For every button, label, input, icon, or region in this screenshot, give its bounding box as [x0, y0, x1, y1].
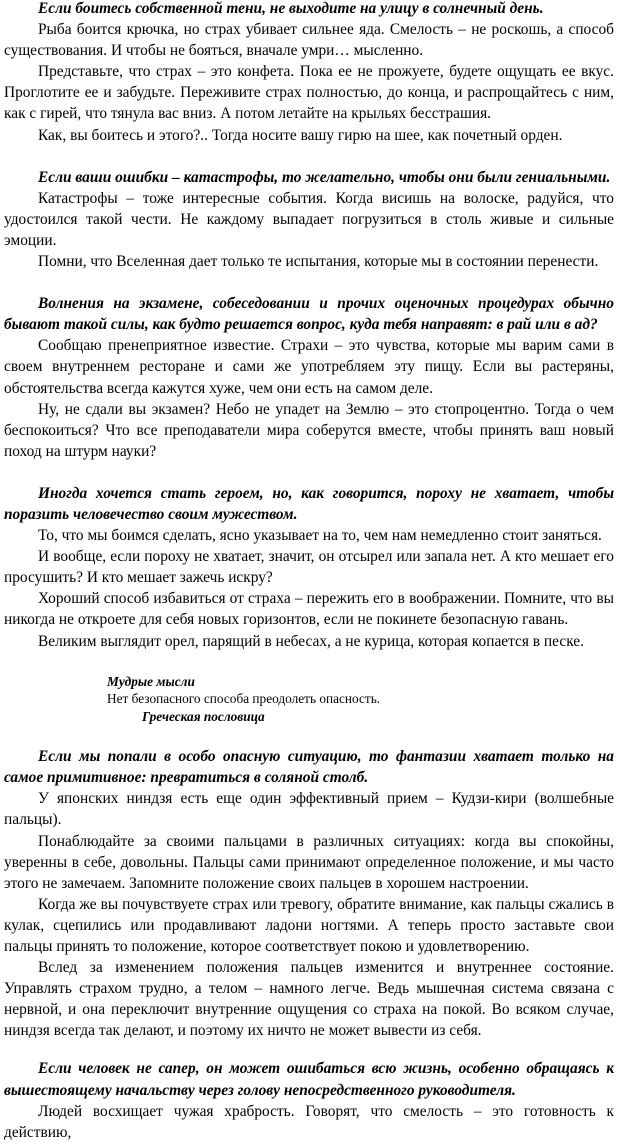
paragraph: Как, вы боитесь и этого?.. Тогда носите вашу гирю на шее, как почетный орден. [38, 126, 563, 144]
paragraph: То, что мы боимся сделать, ясно указывает на то, чем нам немедленно стоит заняться. [38, 527, 602, 545]
paragraph: Великим выглядит орел, парящий в небесах, а не курица, которая копается в песке. [38, 632, 584, 650]
quote-attribution: Греческая пословица [142, 708, 265, 724]
paragraph: У японских ниндзя есть еще один эффективный прием – Кудзи-кири (волшебные пальцы). [4, 790, 614, 829]
paragraph: Хороший способ избавиться от страха – пережить его в воображении. Помните, что вы никогда не откроете для себя новых горизонтов, если не покинете безопасную гавань. [4, 590, 614, 629]
section-heading: Если боитесь собственной тени, не выходите на улицу в солнечный день. [38, 0, 544, 17]
paragraph: Вслед за изменением положения пальцев изменится и внутреннее состояние. Управлять страхом трудно, а телом – намного легче. Ведь мышечная система связана с нервной, и она переключит внутренние ощущения со страха на покой. Во всяком случае, ниндзя всегда так делают, и поэтому их ничто не может вывести из себя. [4, 959, 614, 1040]
section-heading: Если человек не сапер, он может ошибаться всю жизнь, особенно обращаясь к вышестоящему начальству через голову непосредственного руководителя. [4, 1060, 614, 1099]
paragraph: Сообщаю пренеприятное известие. Страхи – это чувства, которые мы варим сами в своем внутреннем ресторане и сами же употребляем эту пищу. Если вы растеряны, обстоятельства всегда кажутся хуже, чем они есть на самом деле. [4, 337, 614, 397]
paragraph: Катастрофы – тоже интересные события. Когда висишь на волоске, радуйся, что удостоился такой чести. Не каждому выпадает погрузиться в столь живые и сильные эмоции. [4, 189, 614, 249]
paragraph: Понаблюдайте за своими пальцами в различных ситуациях: когда вы спокойны, уверенны в себе, довольны. Пальцы сами принимают определенное положение, и мы часто этого не замечаем. Запомните положение своих пальцев в хорошем настроении. [4, 832, 614, 892]
paragraph: Представьте, что страх – это конфета. Пока ее не прожуете, будете ощущать ее вкус. Проглотите ее и забудьте. Переживите страх полностью, до конца, и распрощайтесь с ним, как с гирей, что тянула вас вниз. А потом летайте на крыльях бесстрашия. [4, 63, 614, 123]
paragraph: Когда же вы почувствуете страх или тревогу, обратите внимание, как пальцы сжались в кулак, сцепились или продавливают ладони ногтями. А теперь просто заставьте свои пальцы принять то положение, которое соответствует покою и удовлетворению. [4, 895, 614, 955]
quote-title: Мудрые мысли [107, 673, 195, 689]
paragraph: Помни, что Вселенная дает только те испытания, которые мы в состоянии перенести. [38, 253, 599, 271]
paragraph: Ну, не сдали вы экзамен? Небо не упадет на Землю – это стопроцентно. Тогда о чем беспокоиться? Что все преподаватели мира соберутся вместе, чтобы принять ваш новый поход на штурм науки? [4, 400, 614, 460]
paragraph: Рыба боится крючка, но страх убивает сильнее яда. Смелость – не роскошь, а способ существования. И чтобы не бояться, вначале умри… мысленно. [4, 21, 614, 60]
paragraph: Людей восхищает чужая храбрость. Говорят, что смелость – это готовность к действию, [4, 1102, 614, 1141]
section-heading: Если ваши ошибки – катастрофы, то желательно, чтобы они были гениальными. [38, 168, 611, 186]
section-heading: Волнения на экзамене, собеседовании и прочих оценочных процедурах обычно бывают такой силы, как будто решается вопрос, куда тебя направят: в рай или в ад? [4, 295, 614, 334]
paragraph: И вообще, если пороху не хватает, значит, он отсырел или запала нет. А кто мешает его просушить? И кто мешает зажечь искру? [4, 548, 614, 587]
quote-text: Нет безопасного способа преодолеть опасность. [107, 691, 381, 707]
wise-thoughts-block [107, 673, 620, 726]
section-heading: Иногда хочется стать героем, но, как говорится, пороху не хватает, чтобы поразить человечество своим мужеством. [4, 484, 614, 523]
section-heading: Если мы попали в особо опасную ситуацию, то фантазии хватает только на самое примитивное: превратиться в соляной столб. [4, 748, 614, 787]
